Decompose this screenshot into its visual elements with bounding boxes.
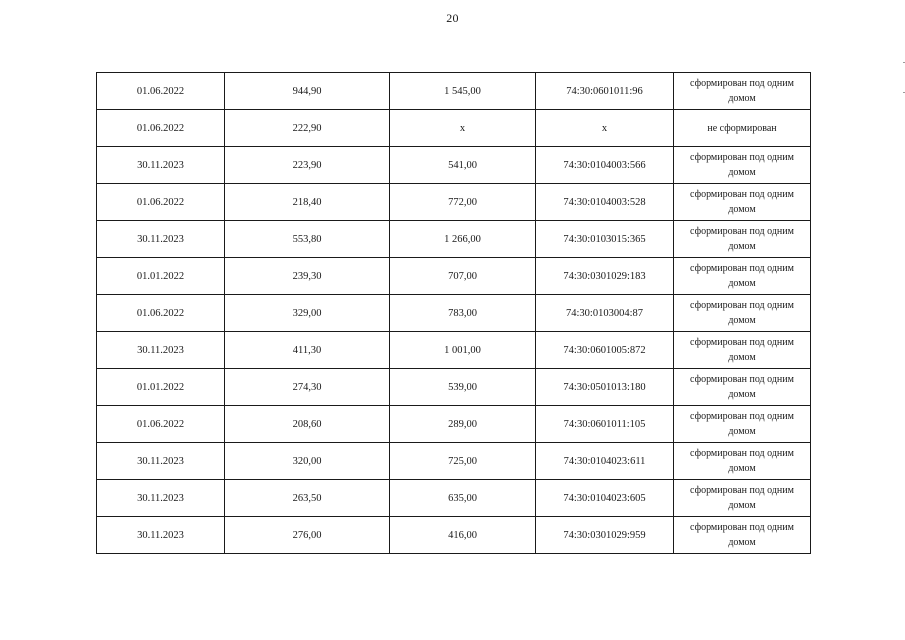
date-cell: 30.11.2023 (97, 221, 225, 258)
cadastral-number-cell: 74:30:0601011:105 (536, 406, 674, 443)
table-row (97, 110, 811, 147)
area-cell: 411,30 (225, 332, 390, 369)
status-cell: сформирован под одним домом (674, 443, 811, 480)
table-row (97, 332, 811, 369)
table-row (97, 73, 811, 110)
cadastral-number-cell: 74:30:0501013:180 (536, 369, 674, 406)
area-cell: 553,80 (225, 221, 390, 258)
value-cell: 707,00 (390, 258, 536, 295)
value-cell: 1 545,00 (390, 73, 536, 110)
status-cell: сформирован под одним домом (674, 73, 811, 110)
date-cell: 01.06.2022 (97, 73, 225, 110)
cadastral-number-cell: 74:30:0601011:96 (536, 73, 674, 110)
date-cell: 30.11.2023 (97, 147, 225, 184)
area-cell: 320,00 (225, 443, 390, 480)
status-cell: сформирован под одним домом (674, 406, 811, 443)
cadastral-number-cell: x (536, 110, 674, 147)
value-cell: 1 266,00 (390, 221, 536, 258)
status-cell: сформирован под одним домом (674, 369, 811, 406)
cadastral-number-cell: 74:30:0103004:87 (536, 295, 674, 332)
cadastral-number-cell: 74:30:0601005:872 (536, 332, 674, 369)
area-cell: 208,60 (225, 406, 390, 443)
value-cell: 539,00 (390, 369, 536, 406)
status-cell: сформирован под одним домом (674, 517, 811, 554)
status-cell: сформирован под одним домом (674, 295, 811, 332)
table-row (97, 147, 811, 184)
date-cell: 30.11.2023 (97, 480, 225, 517)
cadastral-number-cell: 74:30:0104023:605 (536, 480, 674, 517)
table-body (97, 73, 811, 554)
value-cell: x (390, 110, 536, 147)
date-cell: 01.01.2022 (97, 369, 225, 406)
date-cell: 01.06.2022 (97, 406, 225, 443)
table-row (97, 406, 811, 443)
value-cell: 541,00 (390, 147, 536, 184)
table-row (97, 295, 811, 332)
value-cell: 772,00 (390, 184, 536, 221)
table-row (97, 369, 811, 406)
value-cell: 289,00 (390, 406, 536, 443)
date-cell: 30.11.2023 (97, 332, 225, 369)
value-cell: 783,00 (390, 295, 536, 332)
area-cell: 218,40 (225, 184, 390, 221)
cadastral-number-cell: 74:30:0104003:566 (536, 147, 674, 184)
area-cell: 944,90 (225, 73, 390, 110)
table-row (97, 184, 811, 221)
table-row (97, 443, 811, 480)
area-cell: 263,50 (225, 480, 390, 517)
status-cell: сформирован под одним домом (674, 480, 811, 517)
data-table (96, 72, 811, 554)
date-cell: 30.11.2023 (97, 443, 225, 480)
table-row (97, 517, 811, 554)
value-cell: 725,00 (390, 443, 536, 480)
cadastral-number-cell: 74:30:0104023:611 (536, 443, 674, 480)
area-cell: 222,90 (225, 110, 390, 147)
date-cell: 01.06.2022 (97, 184, 225, 221)
area-cell: 239,30 (225, 258, 390, 295)
area-cell: 276,00 (225, 517, 390, 554)
cadastral-number-cell: 74:30:0301029:183 (536, 258, 674, 295)
date-cell: 01.06.2022 (97, 110, 225, 147)
area-cell: 223,90 (225, 147, 390, 184)
date-cell: 30.11.2023 (97, 517, 225, 554)
status-cell: сформирован под одним домом (674, 147, 811, 184)
status-cell: сформирован под одним домом (674, 332, 811, 369)
date-cell: 01.01.2022 (97, 258, 225, 295)
status-cell: сформирован под одним домом (674, 184, 811, 221)
cadastral-number-cell: 74:30:0301029:959 (536, 517, 674, 554)
table-row (97, 480, 811, 517)
date-cell: 01.06.2022 (97, 295, 225, 332)
status-cell: сформирован под одним домом (674, 221, 811, 258)
value-cell: 635,00 (390, 480, 536, 517)
status-cell: не сформирован (674, 110, 811, 147)
status-cell: сформирован под одним домом (674, 258, 811, 295)
page-number: 20 (446, 11, 459, 25)
area-cell: 274,30 (225, 369, 390, 406)
cadastral-number-cell: 74:30:0103015:365 (536, 221, 674, 258)
cadastral-number-cell: 74:30:0104003:528 (536, 184, 674, 221)
area-cell: 329,00 (225, 295, 390, 332)
table-row (97, 258, 811, 295)
value-cell: 1 001,00 (390, 332, 536, 369)
value-cell: 416,00 (390, 517, 536, 554)
table-row (97, 221, 811, 258)
